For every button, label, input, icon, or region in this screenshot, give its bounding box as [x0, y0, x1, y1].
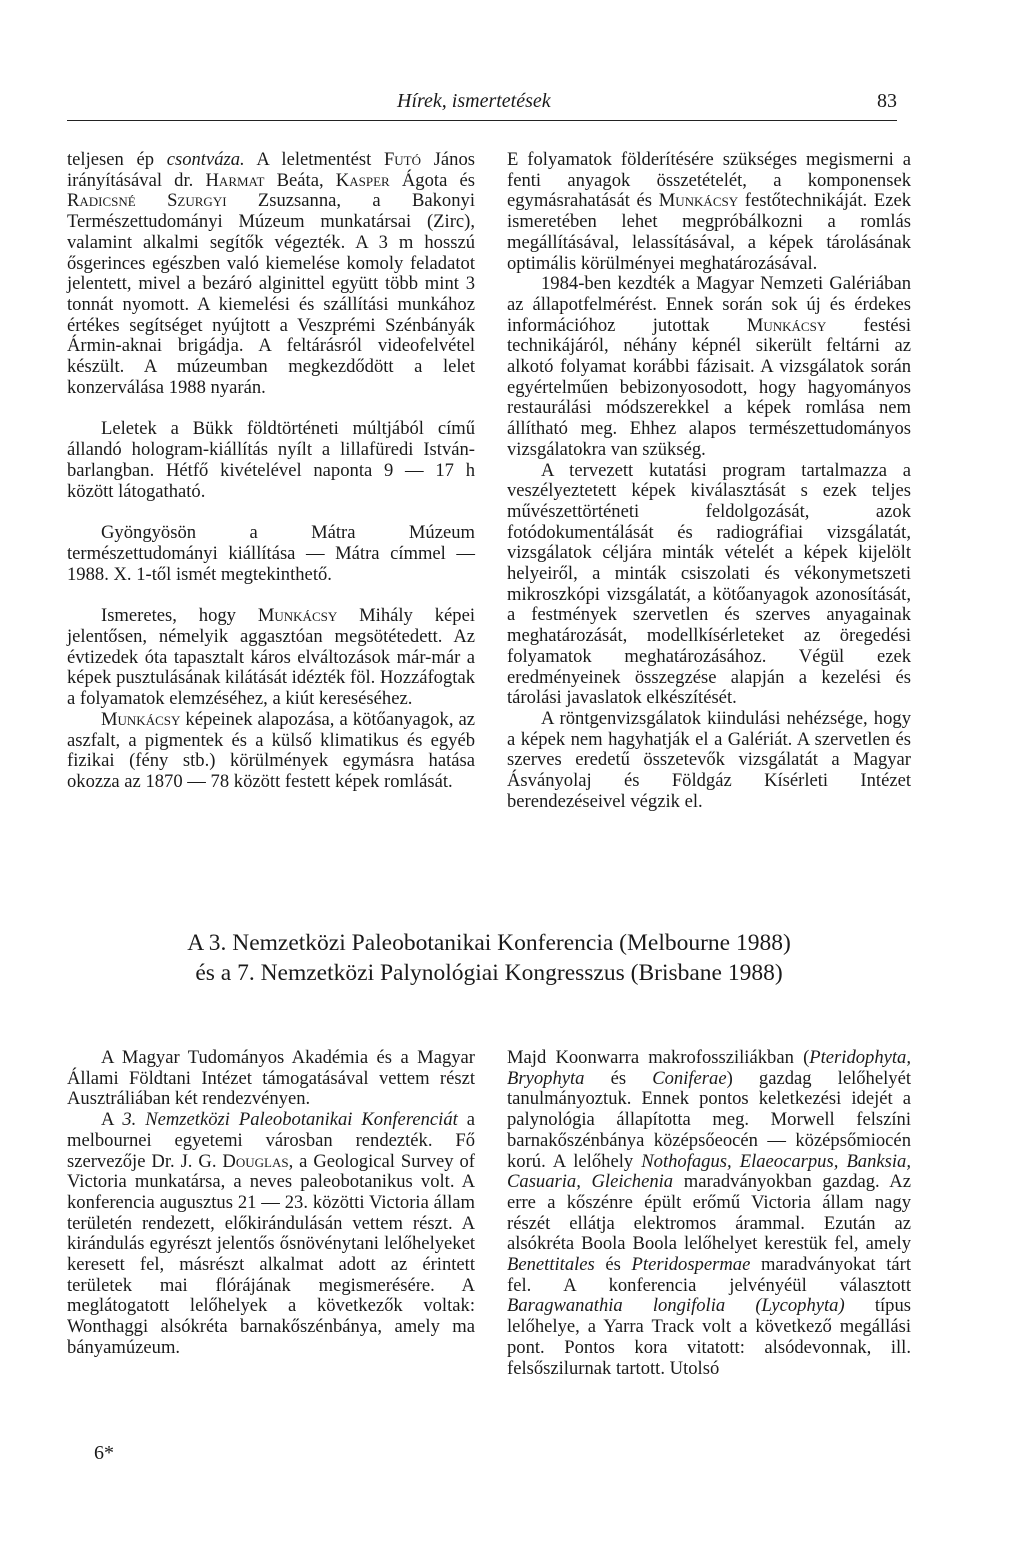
section-heading-line-1: A 3. Nemzetközi Paleobotanikai Konferencia (Melbourne 1988) — [187, 930, 791, 956]
paragraph-conference-support: A Magyar Tudományos Akadémia és a Magyar Állami Földtani Intézet támogatásával vettem részt Ausztráliában két rendezvényen. — [67, 1047, 475, 1110]
paragraph-field-trip-sites: Majd Koonwarra makrofossziliákban (Pteridophyta, Bryophyta és Coniferae) gazdag lelőhelyét tanulmányoztuk. Ennek pontos keletkezési idejét a palynológia állapította meg. Morwell felszíni barnakőszénbánya középsőeocén — középsőmiocén korú. A lelőhely Nothofagus, Elaeocarpus, Banksia, Casuaria, Gleichenia maradványokban gazdag. Az erre a kőszénre épült erőmű Victoria állam nagy részét ellátja elektromos árammal. Ezután az alsókréta Boola Boola lelőhelyet kerestük fel, amely Benettitales és Pteridospermae maradványokat tárt fel. A konferencia jelvényéül választott Baragwanathia longifolia (Lycophyta) típus lelőhelye, a Yarra Track volt a következő megállási pont. Pontos kora vitatott: alsódevonnak, ill. felsőszilurnak tartott. Utolsó — [507, 1047, 911, 1379]
paragraph-fossil-rescue: teljesen ép csontváza. A leletmentést Futó János irányításával dr. Harmat Beáta, Kasper Ágota és Radicsné Szurgyi Zsuzsanna, a Bakonyi Természettudományi Múzeum munkatársai (Zirc), valamint alkalmi segítők végezték. A 3 m hosszú ősgerinces egészben való kiemelése komoly feladatot jelentett, mivel a bezáró alginittel együtt több mint 3 tonnát nyomott. A kiemelési és szállítási munkához értékes segítséget nyújtott a Veszprémi Szénbányák Ármin-aknai brigádja. A feltárásról videofelvétel készült. A múzeumban megkezdődött a lelet konzerválása 1988 nyarán. — [67, 149, 475, 398]
paragraph-xray-studies: A röntgenvizsgálatok kiindulási nehézsége, hogy a képek nem hagyhatják el a Galériát. A szervetlen és szerves eredetű összetevők vizsgálatát a Magyar Ásványolaj és Földgáz Kísérleti Intézet berendezéseivel végzik el. — [507, 707, 911, 812]
right-column-bottom — [507, 1048, 911, 1379]
left-column-bottom — [67, 1048, 475, 1359]
paragraph-munkacsy-intro: Ismeretes, hogy Munkácsy Mihály képei jelentősen, némelyik aggasztóan megsötétedett. Az évtizedek óta tapasztalt káros elváltozások már-már a képek pusztulásának kilátását idézték föl. Hozzáfogtak a folyamatok elemzéséhez, a kiút kereséséhez. — [67, 605, 475, 710]
paragraph-hologram-exhibition: Leletek a Bükk földtörténeti múltjából című állandó hologram-kiállítás nyílt a lillafüredi István-barlangban. Hétfő kivételével naponta 9 — 17 h között látogatható. — [67, 418, 475, 502]
section-heading-line-2: és a 7. Nemzetközi Palynológiai Kongresszus (Brisbane 1988) — [195, 960, 783, 986]
running-head — [67, 90, 897, 121]
left-column-top — [67, 150, 475, 793]
right-column-top — [507, 150, 911, 813]
section-heading — [67, 928, 911, 988]
paragraph-gallery-survey: 1984-ben kezdték a Magyar Nemzeti Galériában az állapotfelmérést. Ennek során sok új és érdekes információhoz jutottak Munkácsy festési technikájáról, néhány képnél sikerült feltárni az alkotó folyamat korábbi fázisait. A vizsgálatok során egyértelműen bebizonyosodott, hogy hagyományos restaurálási módszerekkel a képek romlása nem állítható meg. Ehhez alapos természettudományos vizsgálatokra van szükség. — [507, 273, 911, 460]
paragraph-munkacsy-causes: Munkácsy képeinek alapozása, a kötőanyagok, az aszfalt, a pigmentek és a külső klimatikus és egyéb fizikai (fény stb.) körülmények egymásra hatása okozza az 1870 — 78 között festett képek romlását. — [67, 708, 475, 792]
paragraph-research-program: A tervezett kutatási program tartalmazza a veszélyeztetett képek kiválasztását s ezek teljes művészettörténeti feldolgozását, azok fotódokumentálását és radiográfiai vizsgálatát, vizsgálatok céljára minták vételét a képek kijelölt helyeiről, a minták csiszolati és vékonymetszeti mikroszkópi vizsgálatát, a kötőanyagok azonosítását, a festmények szervetlen és szerves anyagainak meghatározását, modellkísérleteket az öregedési folyamatok meghatározásához. Végül ezek eredményeinek összegzése alapján a kezelési és tárolási javaslatok elkészítését. — [507, 459, 911, 709]
page-number: 83 — [877, 90, 897, 112]
paragraph-process-analysis: E folyamatok földerítésére szükséges megismerni a fenti anyagok összetételét, a komponensek egymásrahatását és Munkácsy festőtechnikáját. Ezek ismeretében lehet megpróbálkozni a romlás megállításával, lelassításával, a képek tárolásának optimális körülményei meghatározásával. — [507, 149, 911, 274]
paragraph-conference-melbourne: A 3. Nemzetközi Paleobotanikai Konferenciát a melbournei egyetemi városban rendezték. Fő szervezője Dr. J. G. Douglas, a Geological Survey of Victoria munkatársa, a neves paleobotanikus volt. A konferencia augusztus 21 — 23. közötti Victoria állam területén rendezett, előkirándulásán vettem részt. A kirándulás egyrészt jelentős ősnövénytani lelőhelyeket keresett fel, másrészt alkalmat adott az érintett területek mai flórájának megismerésére. A meglátogatott lelőhelyek a következők voltak: Wonthaggi alsókréta barnakőszénbánya, amely ma bányamúzeum. — [67, 1109, 475, 1358]
running-title: Hírek, ismertetések — [397, 90, 551, 112]
signature-mark: 6* — [94, 1442, 114, 1464]
paragraph-matra-museum: Gyöngyösön a Mátra Múzeum természettudományi kiállítása — Mátra címmel — 1988. X. 1-től ismét megtekinthető. — [67, 522, 475, 585]
